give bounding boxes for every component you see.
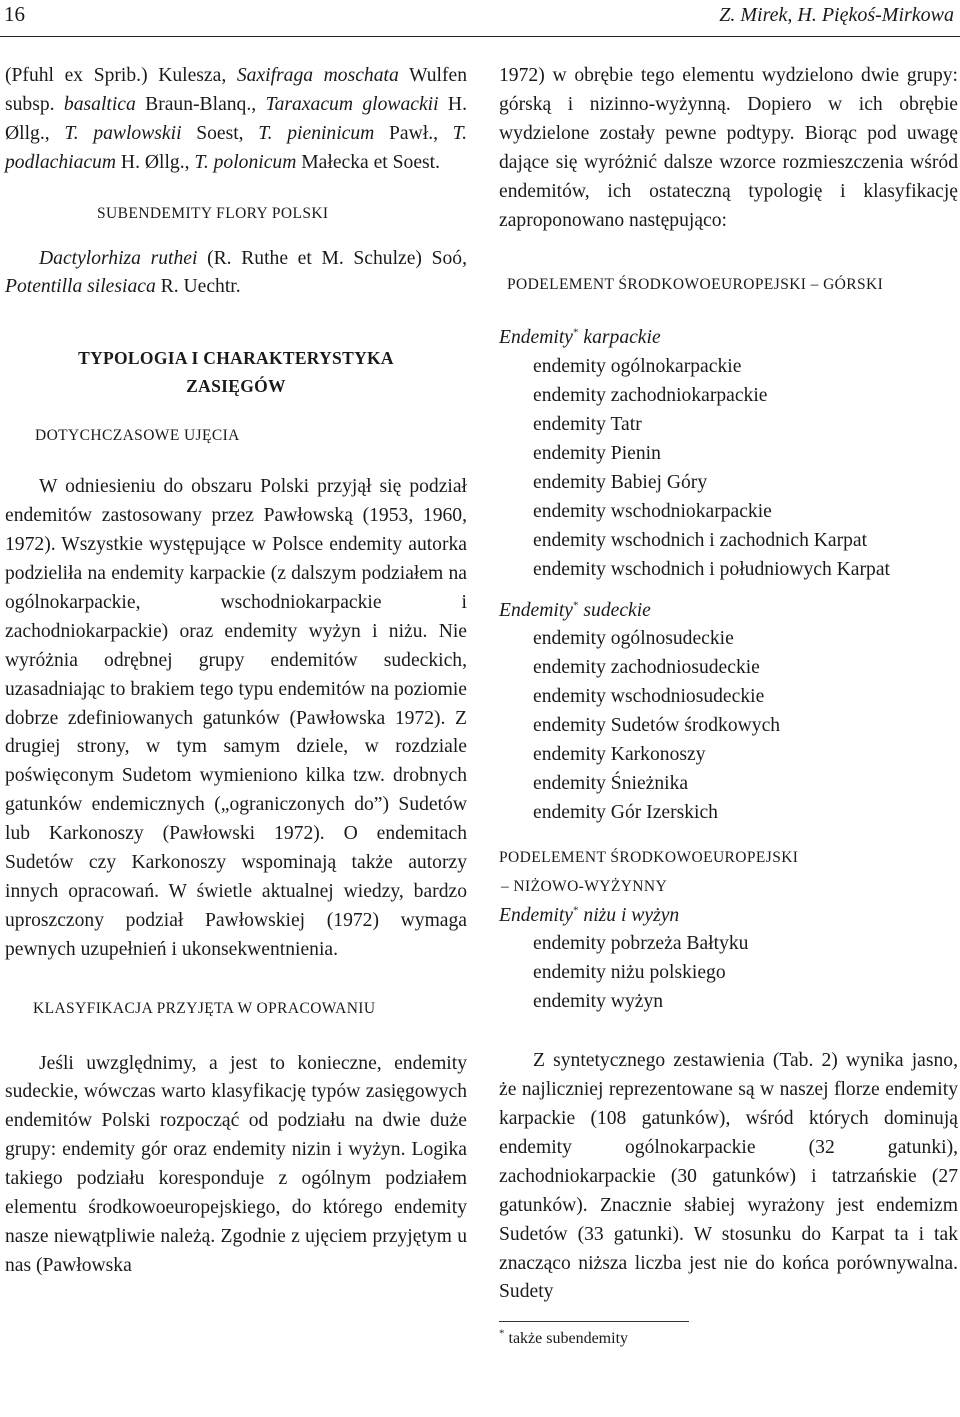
list-item: endemity ogólnosudeckie: [533, 628, 734, 650]
sudeckie-group: [499, 597, 958, 828]
body-paragraph-final: Z syntetycznego zestawienia (Tab. 2) wynika jasno, że najliczniej reprezentowane są w naszej florze endemity karpackie (108 gatunków), wśród których dominują endemity ogólnokarpackie (32 gatunki), zachodniokarpackie (30 gatunków) i tatrzańskie (27 gatunków). Znacznie słabiej wyrażony jest endemizm Sudetów (33 gatunki). W stosunku do Karpat ta i tak znacząco niższa liczba jest nie do końca porównywalna. Sudety: [499, 1050, 958, 1303]
running-header-authors: Z. Mirek, H. Piękoś-Mirkowa: [719, 4, 954, 26]
list-item: endemity wyżyn: [533, 991, 664, 1013]
podelement-nizowo-heading: PODELEMENT ŚRODKOWOEUROPEJSKI – NIŻOWO-WYŻYNNY: [499, 848, 799, 895]
body-paragraph-continued: 1972) w obrębie tego elementu wydzielono dwie grupy: górską i nizinno-wyżynną. Dopiero w ich obrębie wydzielone zostały pewne podtypy. Biorąc pod uwagę dające się wyróżnić dalsze wzorce rozmieszczenia wśród endemitów, ich ostateczną typologię i klasyfikację zaproponowano następująco:: [499, 65, 958, 231]
list-item: endemity Gór Izerskich: [533, 801, 718, 823]
subendemity-paragraph: Dactylorhiza ruthei (R. Ruthe et M. Schulze) Soó, Potentilla silesiaca R. Uechtr.: [5, 247, 467, 298]
list-item: endemity wschodniosudeckie: [533, 686, 765, 708]
sudeckie-list: [499, 625, 958, 827]
body-paragraph-1: W odniesieniu do obszaru Polski przyjął się podział endemitów zastosowany przez Pawłowską (1953, 1960, 1972). Wszystkie występujące w Polsce endemity autorka podzieliła na endemity karpackie (z dalszym podziałem na ogólnokarpackie, wschodniokarpackie i zachodniokarpackie) oraz endemity wyżyn i niżu. Nie wyróżnia odrębnej grupy endemitów sudeckich, uzasadniając to brakiem tego typu endemitów na poziomie dobrze zdefiniowanych gatunków (Pawłowska 1972). Z drugiej strony, w tym samym dziele, w rozdziale poświęconym Sudetom wymieniono kilka tzw. drobnych gatunków endemicznych („ograniczonych do”) Sudetów lub Karkonoszy (Pawłowski 1972). O endemitach Sudetów czy Karkonoszy wspominają także autorzy innych opracowań. W świetle aktualnej wiedzy, bardzo uproszczony podział Pawłowskiej (1972) wymaga pewnych uzupełnień i ukonsekwentnienia.: [5, 476, 467, 960]
nizu-heading: Endemity* niżu i wyżyn: [499, 904, 680, 926]
karpackie-group: [499, 324, 958, 584]
list-item: endemity ogólnokarpackie: [533, 356, 742, 378]
nizu-list: [499, 930, 958, 1017]
list-item: endemity Babiej Góry: [533, 471, 708, 493]
footnote-rule: [499, 1321, 689, 1322]
right-column: [499, 62, 958, 1350]
karpackie-list: [499, 353, 958, 584]
klasyfikacja-heading: KLASYFIKACJA PRZYJĘTA W OPRACOWANIU: [33, 999, 376, 1017]
list-item: endemity Karkonoszy: [533, 744, 706, 766]
footnote: * także subendemity: [499, 1328, 629, 1348]
body-paragraph-2: Jeśli uwzględnimy, a jest to konieczne, endemity sudeckie, wówczas warto klasyfikację typów zasięgowych endemitów Polski rozpocząć od podziału na dwie duże grupy: endemity gór oraz endemity nizin i wyżyn. Logika takiego podziału koresponduje z ogólnym podziałem elementu środkowoeuropejskiego, do którego endemity nasze niewątpliwie należą. Zgodnie z ujęciem przyjętym u nas (Pawłowska: [5, 1052, 467, 1276]
list-item: endemity Śnieżnika: [533, 772, 689, 794]
list-item: endemity niżu polskiego: [533, 962, 726, 984]
list-item: endemity wschodnich i południowych Karpat: [533, 558, 890, 580]
species-list-paragraph: (Pfuhl ex Sprib.) Kulesza, Saxifraga moschata Wulfen subsp. basaltica Braun-Blanq., Taraxacum glowackii H. Øllg., T. pawlowskii Soest, T. pieninicum Pawł., T. podlachiacum H. Øllg., T. polonicum Małecka et Soest.: [5, 65, 468, 173]
header-rule: [0, 36, 960, 37]
karpackie-heading: Endemity* karpackie: [499, 326, 661, 349]
podelement-gorski-heading: PODELEMENT ŚRODKOWOEUROPEJSKI – GÓRSKI: [507, 276, 884, 294]
sudeckie-heading: Endemity* sudeckie: [499, 598, 651, 621]
subendemity-heading: SUBENDEMITY FLORY POLSKI: [97, 204, 329, 222]
left-column: [5, 62, 467, 1281]
list-item: endemity Sudetów środkowych: [533, 715, 781, 737]
dotychczasowe-heading: DOTYCHCZASOWE UJĘCIA: [35, 427, 240, 445]
list-item: endemity zachodniokarpackie: [533, 385, 768, 407]
list-item: endemity Tatr: [533, 414, 642, 436]
list-item: endemity pobrzeża Bałtyku: [533, 933, 749, 955]
page-number: 16: [4, 2, 25, 26]
section-title: TYPOLOGIA I CHARAKTERYSTYKA ZASIĘGÓW: [78, 348, 394, 397]
list-item: endemity wschodnich i zachodnich Karpat: [533, 529, 868, 551]
list-item: endemity Pienin: [533, 442, 661, 464]
list-item: endemity wschodniokarpackie: [533, 500, 772, 522]
list-item: endemity zachodniosudeckie: [533, 657, 760, 679]
nizu-group: [499, 902, 958, 1018]
